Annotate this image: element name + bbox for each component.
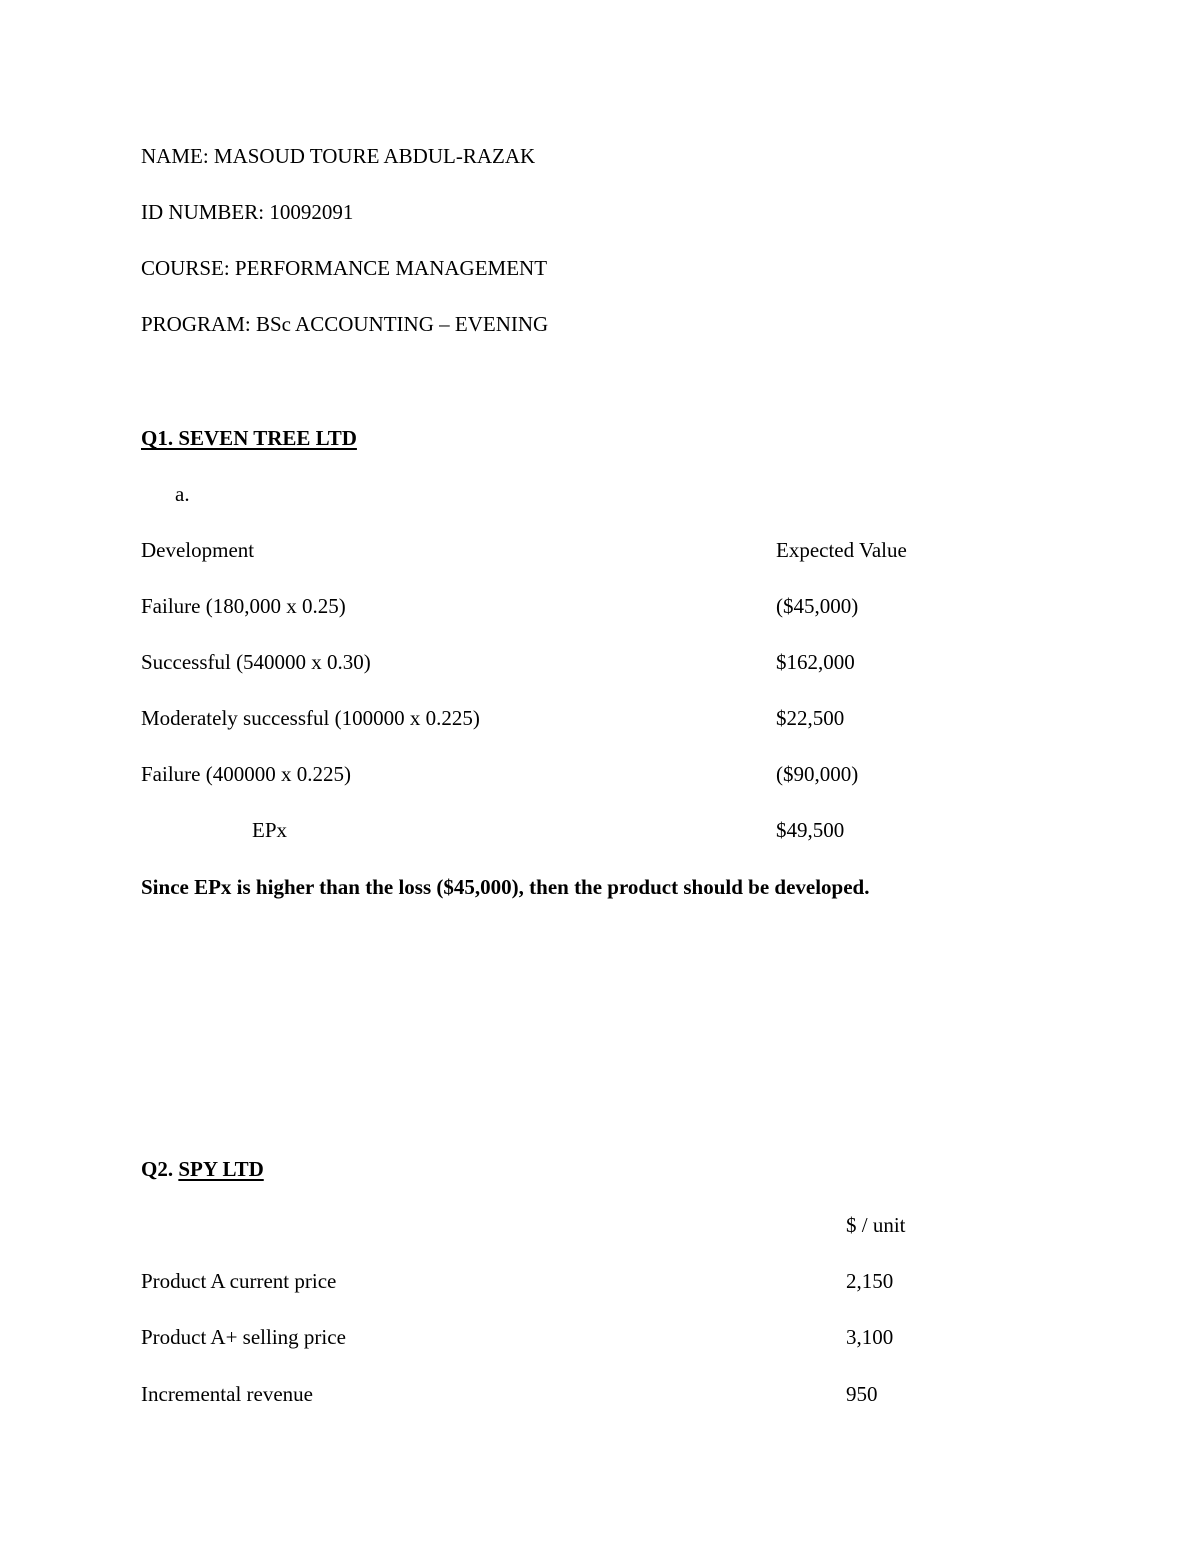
q1-row-label: Moderately successful (100000 x 0.225) xyxy=(141,706,480,730)
q2-prefix: Q2. xyxy=(141,1157,174,1181)
q2-title: SPY LTD xyxy=(178,1157,264,1181)
course-name: COURSE: PERFORMANCE MANAGEMENT xyxy=(141,256,548,280)
q1-row-label: Failure (400000 x 0.225) xyxy=(141,762,351,786)
q2-row-label: Product A current price xyxy=(141,1269,337,1293)
q2-row-value: 950 xyxy=(846,1382,878,1406)
q1-col-header-expected-value: Expected Value xyxy=(776,538,907,562)
q1-row-label: Failure (180,000 x 0.25) xyxy=(141,594,346,618)
q2-row-label: Incremental revenue xyxy=(141,1382,313,1406)
q1-epx-label: EPx xyxy=(252,818,288,842)
q2-row-value: 3,100 xyxy=(846,1325,894,1349)
q1-row-value: $162,000 xyxy=(776,650,855,674)
q2-row-value: 2,150 xyxy=(846,1269,894,1293)
q2-row-label: Product A+ selling price xyxy=(141,1325,346,1349)
q1-title: Q1. SEVEN TREE LTD xyxy=(141,426,357,450)
q1-row-value: ($45,000) xyxy=(776,594,859,618)
q1-row-label: Successful (540000 x 0.30) xyxy=(141,650,371,674)
student-id: ID NUMBER: 10092091 xyxy=(141,200,354,224)
q2-heading xyxy=(141,1159,264,1180)
q1-row-value: $22,500 xyxy=(776,706,845,730)
q1-col-header-development: Development xyxy=(141,538,255,562)
q1-row-value: ($90,000) xyxy=(776,762,859,786)
q1-conclusion: Since EPx is higher than the loss ($45,000), then the product should be developed. xyxy=(141,875,870,899)
q2-unit-header: $ / unit xyxy=(846,1213,906,1237)
q1-part-label: a. xyxy=(175,482,190,506)
student-name: NAME: MASOUD TOURE ABDUL-RAZAK xyxy=(141,144,536,168)
q1-epx-value: $49,500 xyxy=(776,818,845,842)
program-name: PROGRAM: BSc ACCOUNTING – EVENING xyxy=(141,312,549,336)
